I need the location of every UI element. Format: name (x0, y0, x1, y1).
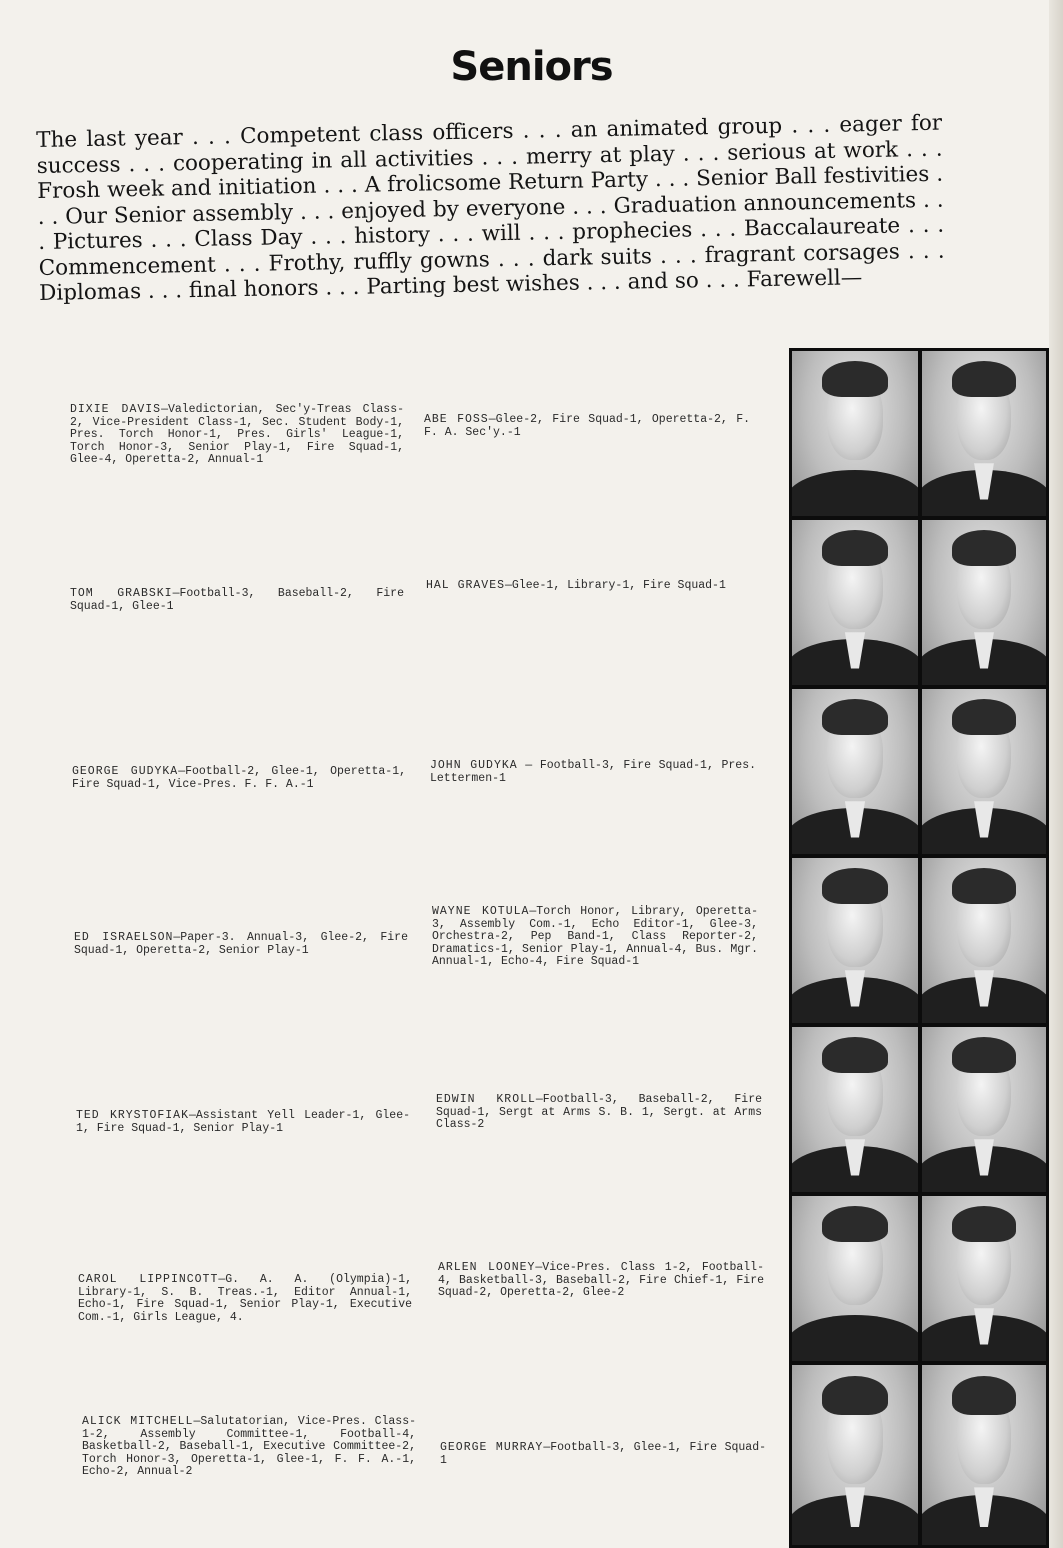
senior-entry (430, 760, 756, 785)
senior-activities: —Football-2, Glee-1, Operetta-1, Fire Squad-1, Vice-Pres. F. F. A.-1 (72, 765, 406, 791)
senior-entry (74, 932, 408, 957)
portrait-photo (792, 689, 918, 854)
senior-name: GEORGE GUDYKA (72, 765, 179, 778)
senior-name: WAYNE KOTULA (432, 905, 530, 918)
senior-name: ALICK MITCHELL (82, 1415, 194, 1428)
portrait-photo (792, 858, 918, 1023)
senior-entry (70, 404, 404, 467)
portrait-strip (789, 348, 1049, 1548)
senior-name: GEORGE MURRAY (440, 1441, 544, 1454)
senior-activities: —Valedictorian, Sec'y-Treas Class-2, Vice-President Class-1, Sec. Student Body-1, Pres. Torch Honor-1, Pres. Girls' League-1, Torch Honor-3, Senior Play-1, Fire Squad-1, Glee-4, Operetta-2, Annual-1 (70, 403, 404, 466)
senior-entry (78, 1274, 412, 1324)
senior-name: EDWIN KROLL (436, 1093, 536, 1106)
page-title: Seniors (450, 44, 613, 90)
senior-name: DIXIE DAVIS (70, 403, 162, 416)
senior-entry (440, 1442, 766, 1467)
portrait-photo (922, 858, 1046, 1023)
portrait-photo (922, 520, 1046, 685)
senior-name: TOM GRABSKI (70, 587, 173, 600)
senior-activities: —Football-3, Glee-1, Fire Squad-1 (440, 1441, 766, 1467)
page-edge (1049, 0, 1063, 1548)
senior-activities: —Assistant Yell Leader-1, Glee-1, Fire Squad-1, Senior Play-1 (76, 1109, 410, 1135)
senior-activities: —Torch Honor, Library, Operetta-3, Assembly Com.-1, Echo Editor-1, Glee-3, Orchestra-2, Pep Band-1, Class Reporter-2, Dramatics-1, Senior Play-1, Annual-4, Bus. Mgr. Annual-1, Echo-4, Fire Squad-1 (432, 905, 758, 968)
senior-entry (438, 1262, 764, 1300)
portrait-photo (922, 1196, 1046, 1361)
senior-activities: —Paper-3. Annual-3, Glee-2, Fire Squad-1, Operetta-2, Senior Play-1 (74, 931, 408, 957)
senior-name: ARLEN LOONEY (438, 1261, 536, 1274)
senior-activities: —G. A. A. (Olympia)-1, Library-1, S. B. Treas.-1, Editor Annual-1, Echo-1, Fire Squad-1, Senior Play-1, Executive Com.-1, Girls League, 4. (78, 1273, 412, 1324)
senior-name: CAROL LIPPINCOTT (78, 1273, 219, 1286)
senior-activities: —Salutatorian, Vice-Pres. Class-1-2, Assembly Committee-1, Football-4, Basketball-2, Baseball-1, Executive Committee-2, Torch Honor-3, Operetta-1, Glee-1, F. F. A.-1, Echo-2, Annual-2 (82, 1415, 416, 1478)
senior-name: ED ISRAELSON (74, 931, 174, 944)
senior-name: ABE FOSS (424, 413, 489, 426)
senior-entry (76, 1110, 410, 1135)
intro-paragraph: The last year . . . Competent class officers . . . an animated group . . . eager for success . . . cooperating in all activities . . . merry at play . . . serious at work . . . Frosh week and initiation . . . A frolicsome Return Party . . . Senior Ball festivities . . . Our Senior assembly . . . enjoyed by everyone . . . Graduation announcements . . . Pictures . . . Class Day . . . history . . . will . . . prophecies . . . Baccalaureate . . . Commencement . . . Frothy, ruffly gowns . . . dark suits . . . fragrant corsages . . . Diplomas . . . final honors . . . Parting best wishes . . . and so . . . Farewell— (36, 110, 945, 306)
portrait-photo (792, 351, 918, 516)
senior-entry (424, 414, 750, 439)
portrait-photo (792, 520, 918, 685)
senior-activities: — Football-3, Fire Squad-1, Pres. Lettermen-1 (430, 759, 756, 785)
senior-name: JOHN GUDYKA (430, 759, 518, 772)
senior-entry (436, 1094, 762, 1132)
portrait-photo (922, 351, 1046, 516)
senior-entry (70, 588, 404, 613)
senior-activities: —Glee-2, Fire Squad-1, Operetta-2, F. F. A. Sec'y.-1 (424, 413, 750, 439)
portrait-photo (922, 1365, 1046, 1545)
portrait-photo (922, 689, 1046, 854)
senior-entry (72, 766, 406, 791)
portrait-photo (792, 1196, 918, 1361)
portrait-photo (792, 1365, 918, 1545)
portrait-photo (792, 1027, 918, 1192)
senior-activities: —Football-3, Baseball-2, Fire Squad-1, Sergt at Arms S. B. 1, Sergt. at Arms Class-2 (436, 1093, 762, 1131)
portrait-photo (922, 1027, 1046, 1192)
senior-name: TED KRYSTOFIAK (76, 1109, 189, 1122)
senior-entry (426, 580, 752, 593)
senior-entry (82, 1416, 416, 1479)
senior-activities: —Glee-1, Library-1, Fire Squad-1 (505, 579, 726, 592)
senior-activities: —Vice-Pres. Class 1-2, Football-4, Basketball-3, Baseball-2, Fire Chief-1, Fire Squad-2, Operetta-2, Glee-2 (438, 1261, 764, 1299)
senior-name: HAL GRAVES (426, 579, 506, 592)
senior-entry (432, 906, 758, 969)
senior-activities: —Football-3, Baseball-2, Fire Squad-1, Glee-1 (70, 587, 404, 613)
